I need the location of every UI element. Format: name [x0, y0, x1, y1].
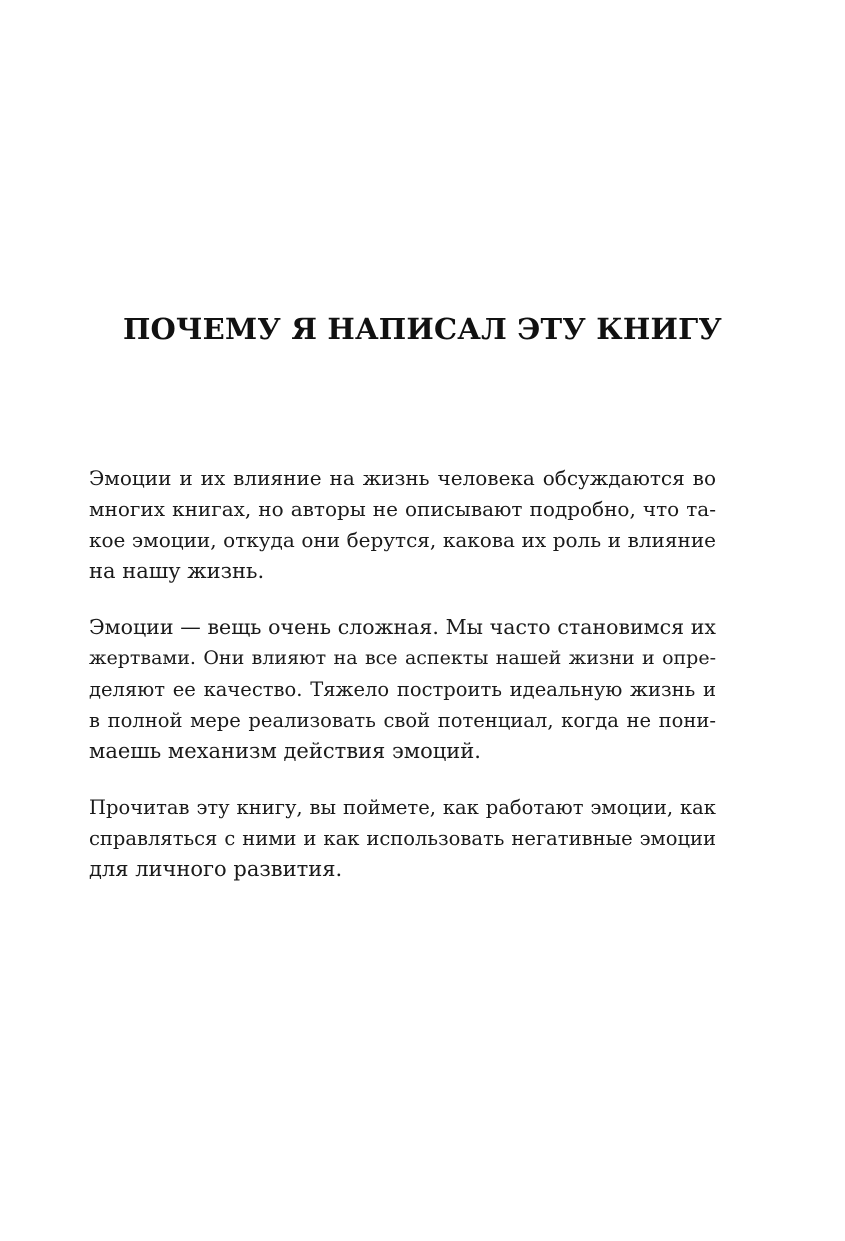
text-line: в полной мере реализовать свой потенциал, когда не пони-: [89, 709, 716, 732]
paragraph-2: [89, 612, 716, 767]
text-line: Эмоции — вещь очень сложная. Мы часто становимся их: [89, 615, 716, 639]
text-line: маешь механизм действия эмоций.: [89, 739, 481, 763]
text-line: кое эмоции, откуда они берутся, какова их роль и влияние: [89, 528, 716, 552]
chapter-title: ПОЧЕМУ Я НАПИСАЛ ЭТУ КНИГУ: [122, 312, 723, 346]
paragraph-1: [89, 463, 716, 587]
text-line: Прочитав эту книгу, вы поймете, как работают эмоции, как: [89, 796, 716, 819]
text-line: справляться с ними и как использовать негативные эмоции: [89, 827, 716, 850]
chapter-body: [89, 463, 716, 910]
text-line: многих книгах, но авторы не описывают подробно, что та-: [89, 497, 716, 521]
text-line: Эмоции и их влияние на жизнь человека обсуждаются во: [89, 466, 716, 490]
text-line: на нашу жизнь.: [89, 559, 265, 583]
paragraph-3: [89, 792, 716, 885]
text-line: для личного развития.: [89, 857, 343, 881]
text-line: деляют ее качество. Тяжело построить идеальную жизнь и: [89, 678, 716, 701]
text-line: жертвами. Они влияют на все аспекты нашей жизни и опре-: [89, 647, 716, 669]
